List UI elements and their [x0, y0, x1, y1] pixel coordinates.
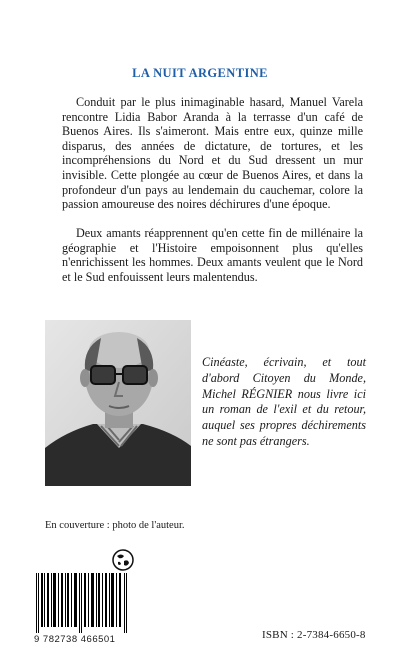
book-title: LA NUIT ARGENTINE — [132, 66, 268, 80]
synopsis-paragraph-1: Conduit par le plus inimaginable hasard, Manuel Varela rencontre Lidia Babor Aranda à la terrasse d'un café de Buenos Aires. Ils s'aimeront. Mais entre eux, quinze mille disparus, des années de dictature, de tortures, et les incompréhensions du Nord et du Sud dressent un mur invisible. Cette plongée au cœur de Buenos Aires, et dans la profondeur d'un pays au lendemain du cauchemar, colore la passion amoureuse des noires déchirures d'une époque. — [62, 95, 363, 212]
globe-icon — [112, 549, 134, 571]
author-photo — [45, 320, 191, 486]
synopsis-paragraph-2: Deux amants réapprennent qu'en cette fin de millénaire la géographie et l'Histoire empoisonnent plus qu'elles n'enrichissent les hommes. Deux amants veulent que le Nord et le Sud enfouissent leurs malentendus. — [62, 226, 363, 284]
barcode-number: 9 782738 466501 — [34, 634, 130, 645]
isbn: ISBN : 2-7384-6650-8 — [262, 629, 366, 641]
author-portrait-illustration — [45, 320, 191, 486]
barcode-icon — [34, 573, 130, 633]
author-bio: Cinéaste, écrivain, et tout d'abord Citoyen du Monde, Michel RÉGNIER nous livre ici un roman de l'exil et du retour, auquel ses propres déchirements ne sont pas étrangers. — [202, 355, 366, 448]
barcode — [34, 573, 130, 643]
photo-credit: En couverture : photo de l'auteur. — [45, 520, 185, 531]
